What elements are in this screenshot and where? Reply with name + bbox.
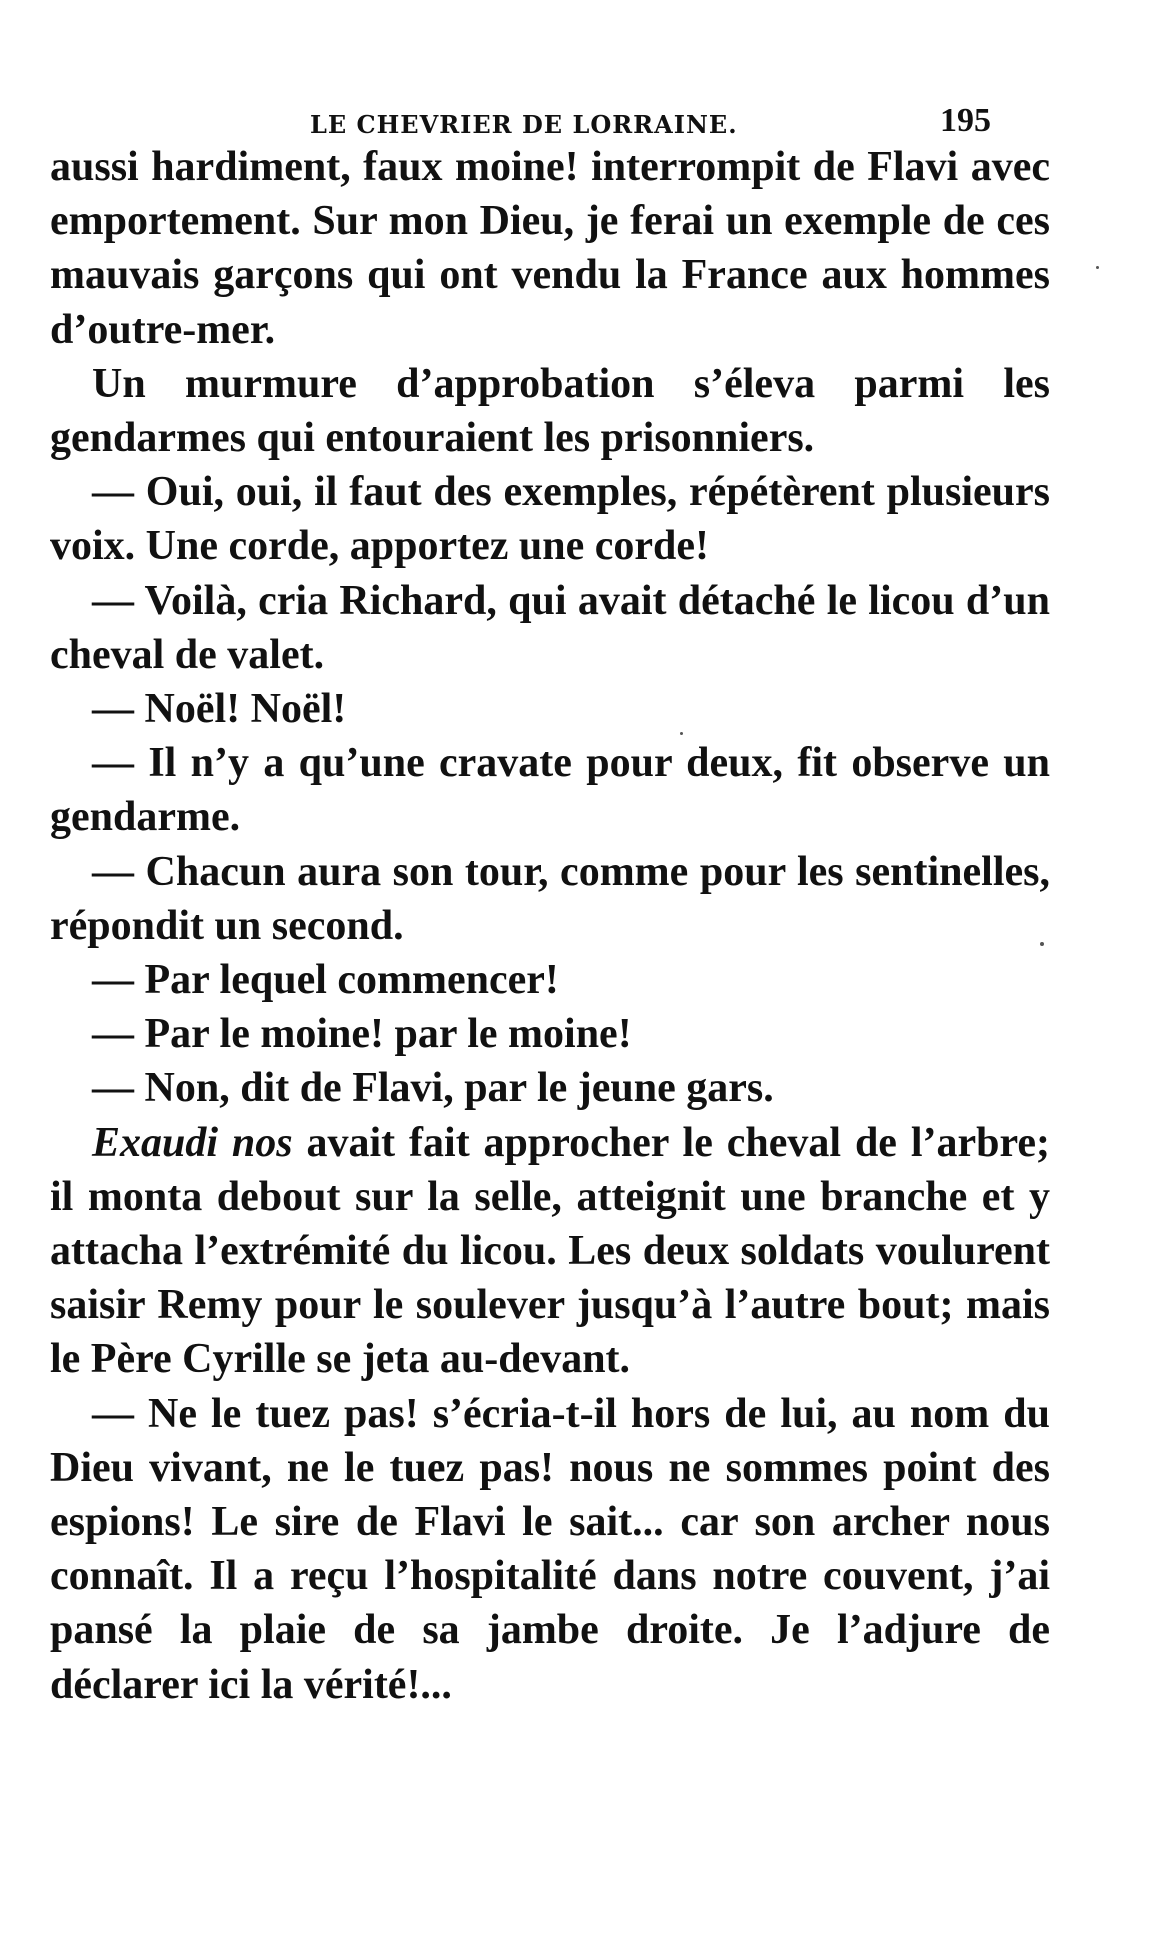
paragraph: — Voilà, cria Richard, qui avait détaché le licou d’un cheval de valet. (50, 577, 1050, 678)
print-speck (1096, 266, 1099, 269)
paragraph: — Par le moine! par le moine! (92, 1011, 632, 1058)
paragraph: Un murmure d’approbation s’éleva parmi les gendarmes qui entouraient les prisonniers. (50, 360, 1050, 462)
paragraph: — Noël! Noël! (92, 686, 347, 733)
paragraph: — Par lequel commencer! (92, 957, 559, 1004)
page-number: 195 (940, 102, 991, 139)
print-speck (1040, 942, 1044, 946)
paragraph: aussi hardiment, faux moine! interrompit de Flavi avec emportement. Sur mon Dieu, je ferai un exemple de ces mauvais garçons qui ont vendu la France aux hommes d’outre-mer. (50, 144, 1050, 353)
print-speck (680, 732, 683, 735)
paragraph: — Chacun aura son tour, comme pour les sentinelles, répondit un second. (50, 848, 1050, 949)
paragraph (50, 1116, 1050, 1387)
paragraph: — Il n’y a qu’une cravate pour deux, fit observe un gendarme. (50, 740, 1050, 841)
body-text (50, 140, 1050, 1712)
paragraph: — Ne le tuez pas! s’écria-t-il hors de lui, au nom du Dieu vivant, ne le tuez pas! nous ne sommes point des espions! Le sire de Flavi le sait... car son archer nous connaît. Il a reçu l’hospitalité dans notre couvent, j’ai pansé la plaie de sa jambe droite. Je l’adjure de déclarer ici la vérité!... (50, 1390, 1050, 1708)
paragraph-rest: avait fait approcher le cheval de l’arbre; il monta debout sur la selle, atteignit une branche et y attacha l’extrémité du licou. Les deux soldats voulurent saisir Remy pour le soulever jusqu’à l’autre bout; mais le Père Cyrille se jeta au-devant. (50, 1119, 1050, 1383)
paragraph: — Oui, oui, il faut des exemples, répétèrent plusieurs voix. Une corde, apportez une corde! (50, 469, 1050, 570)
paragraph: — Non, dit de Flavi, par le jeune gars. (92, 1065, 774, 1112)
running-title: LE CHEVRIER DE LORRAINE. (310, 110, 738, 139)
italic-lead: Exaudi nos (92, 1119, 293, 1166)
